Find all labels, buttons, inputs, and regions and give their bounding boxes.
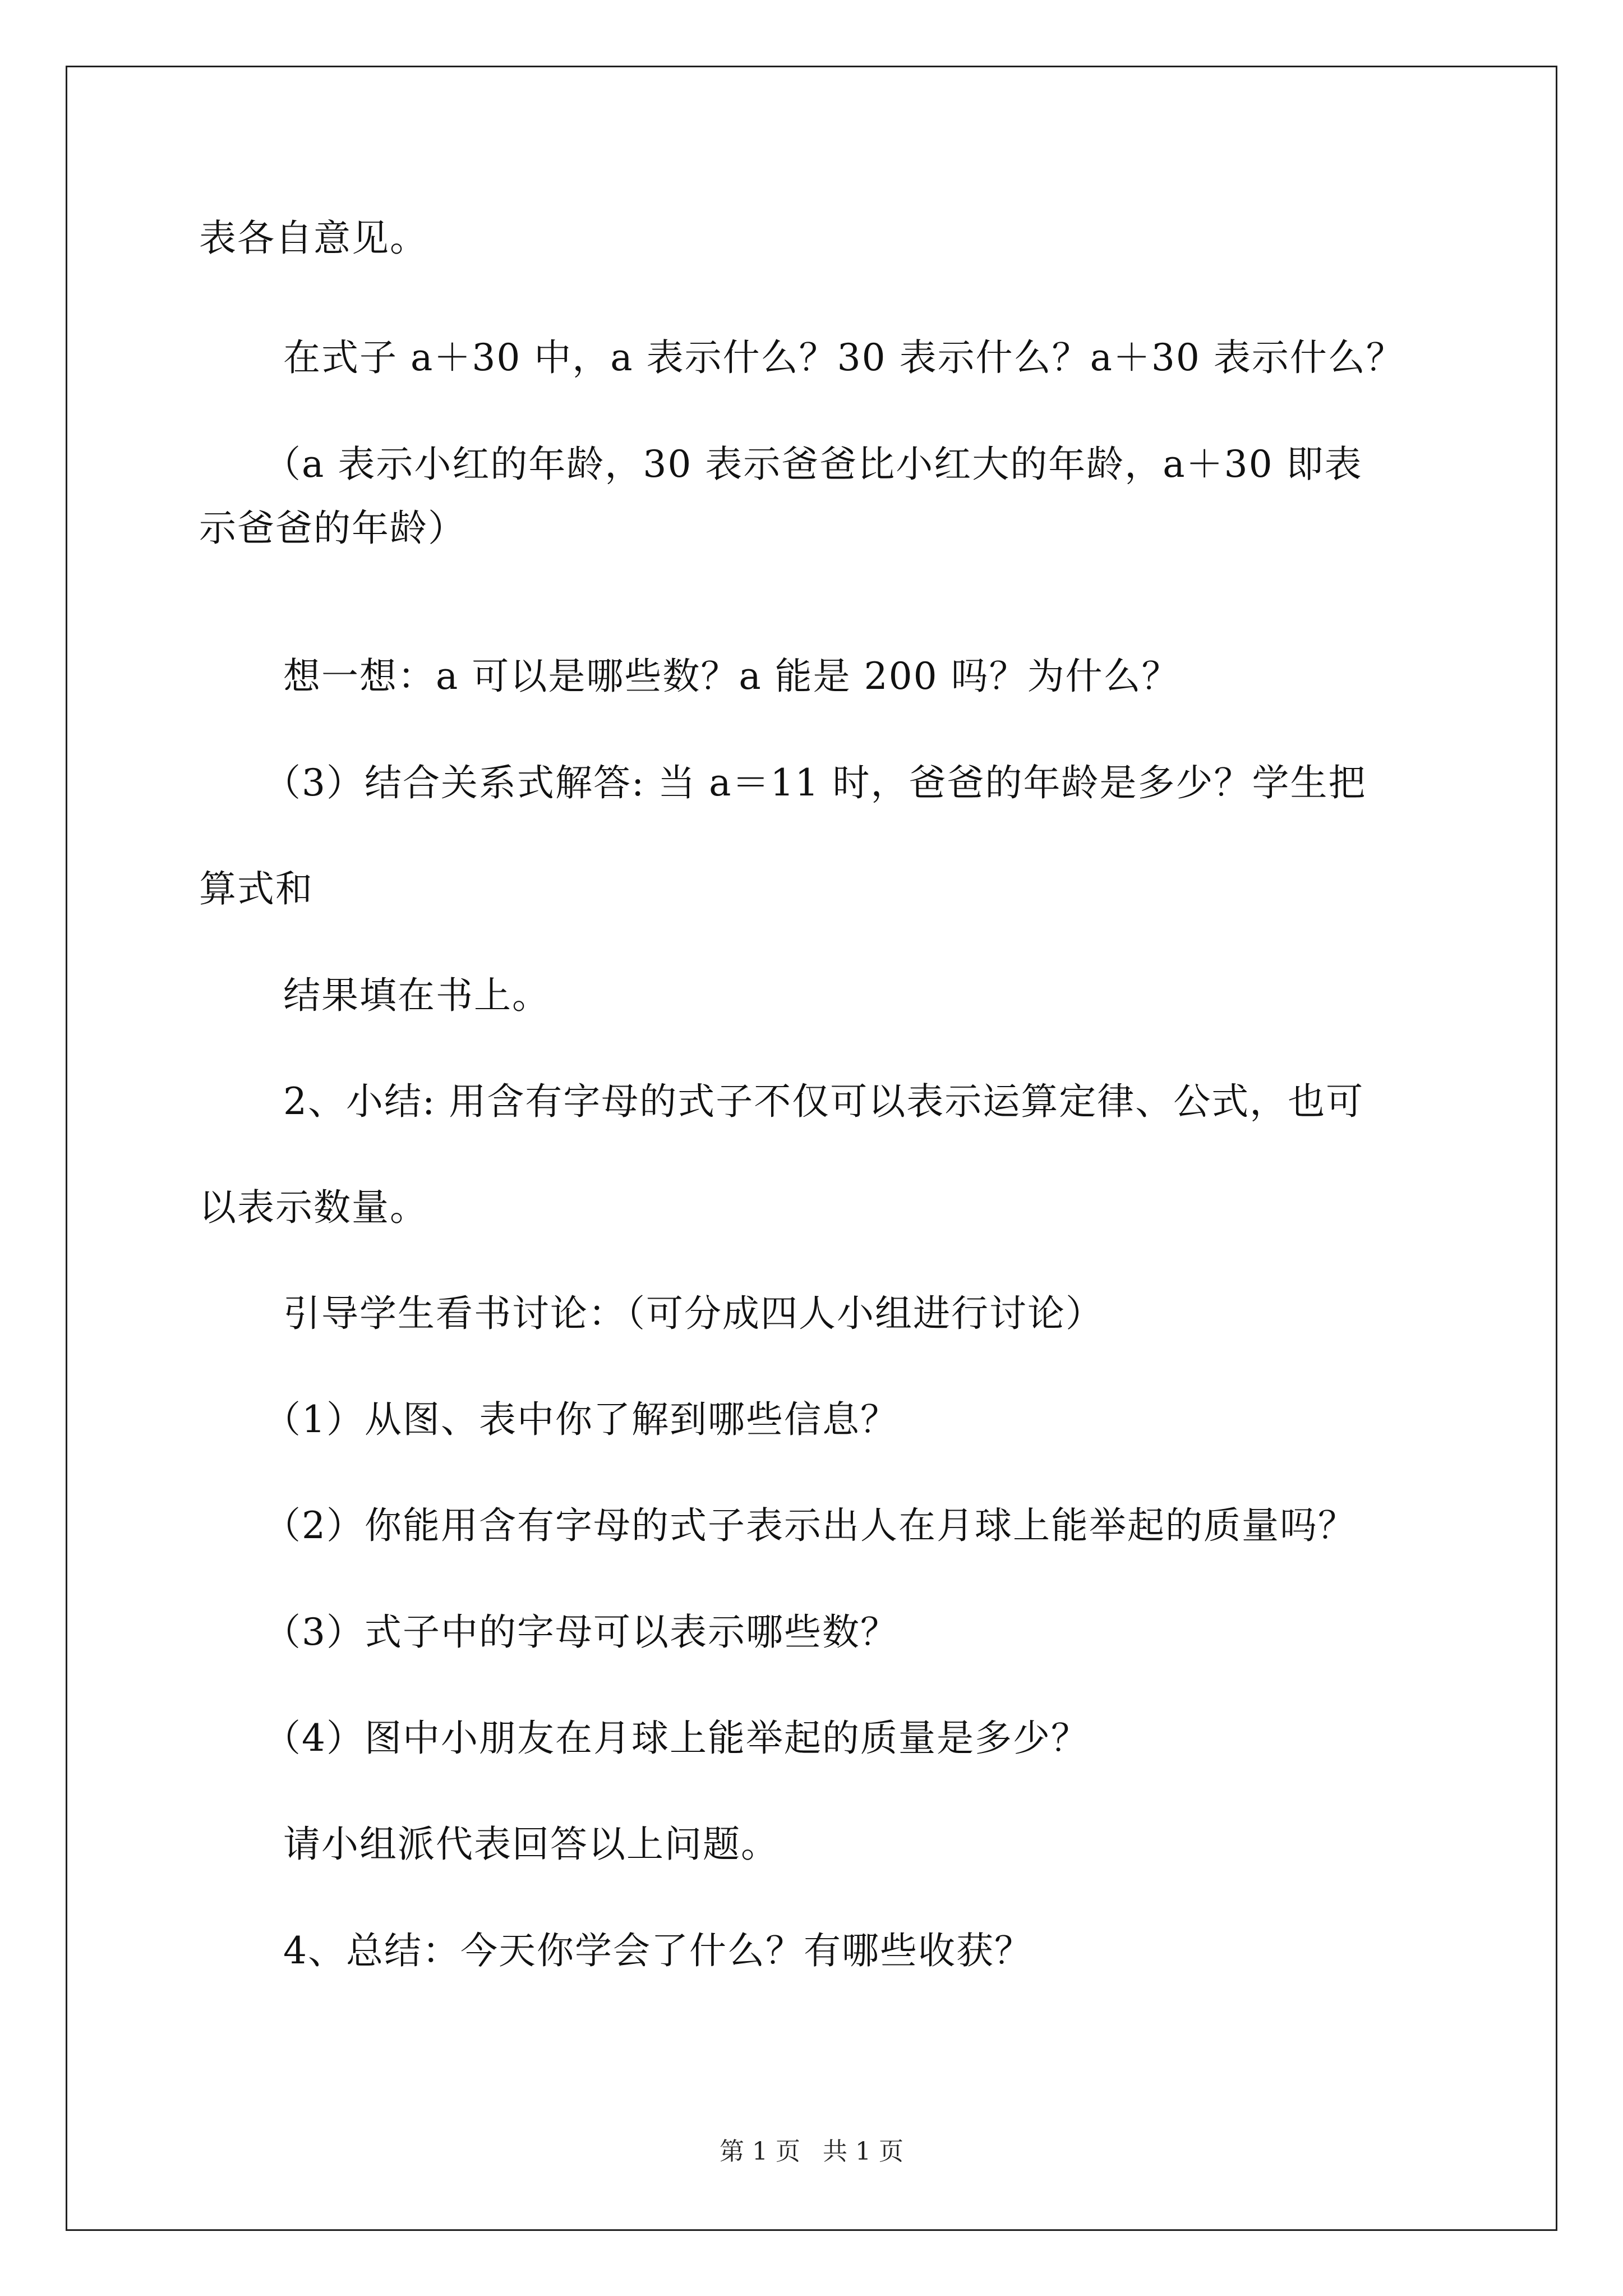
page-number: 第 1 页 [720,2137,800,2166]
text-line-15: （4）图中小朋友在月球上能举起的质量是多少？ [264,1717,1089,1760]
text-line-6: （3）结合关系式解答: 当 a＝11 时，爸爸的年龄是多少？学生把 [264,761,1367,804]
page-border [66,66,1557,2231]
text-line-9: 2、小结: 用含有字母的式子不仅可以表示运算定律、公式，也可 [283,1080,1364,1123]
text-line-17: 4、总结：今天你学会了什么？有哪些收获？ [283,1929,1032,1972]
text-line-12: （1）从图、表中你了解到哪些信息？ [264,1398,898,1441]
page-footer [0,2136,1623,2168]
text-line-8: 结果填在书上。 [283,974,550,1017]
text-line-3: （a 表示小红的年龄，30 表示爸爸比小红大的年龄，a＋30 即表 [264,443,1363,486]
text-line-2: 在式子 a＋30 中，a 表示什么？30 表示什么？a＋30 表示什么？ [283,336,1404,379]
text-line-14: （3）式子中的字母可以表示哪些数？ [264,1611,898,1654]
page-total: 共 1 页 [823,2137,903,2166]
text-line-1: 表各自意见。 [199,217,428,260]
text-line-7: 算式和 [199,867,313,910]
text-line-4: 示爸爸的年龄） [199,507,466,550]
text-line-13: （2）你能用含有字母的式子表示出人在月球上能举起的质量吗？ [264,1504,1356,1547]
text-line-10: 以表示数量。 [199,1186,428,1229]
text-line-16: 请小组派代表回答以上问题。 [283,1823,779,1866]
text-line-11: 引导学生看书讨论：（可分成四人小组进行讨论） [283,1292,1104,1335]
text-line-5: 想一想：a 可以是哪些数？a 能是 200 吗？为什么？ [283,655,1180,698]
